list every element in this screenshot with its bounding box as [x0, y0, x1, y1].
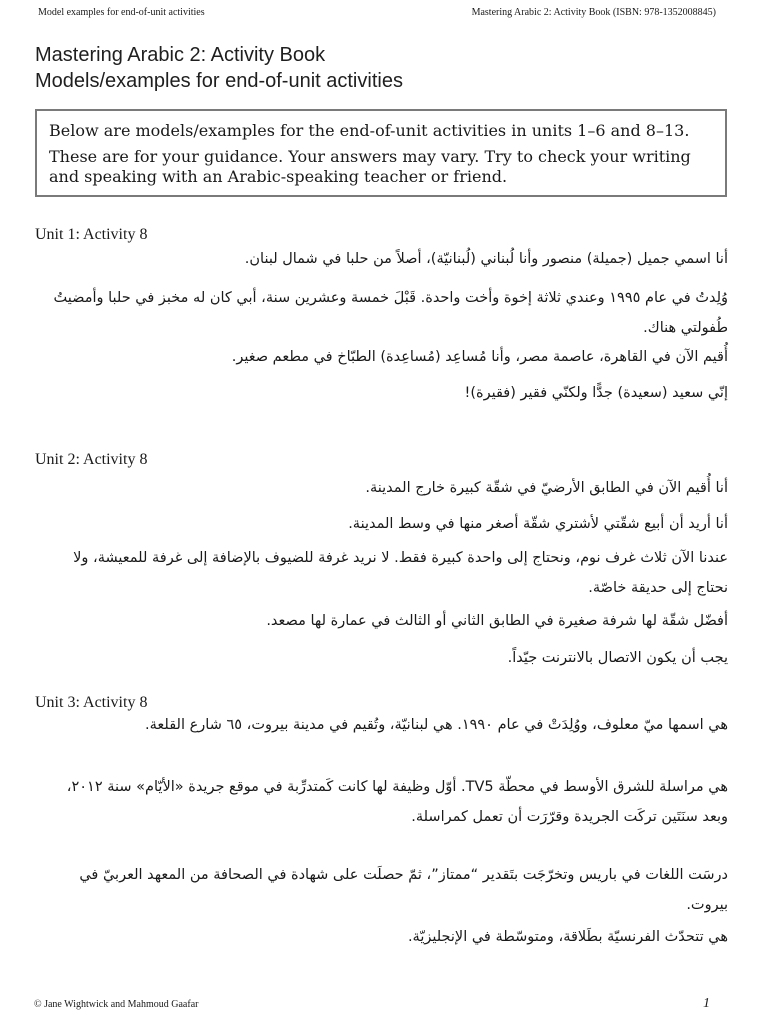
intro-paragraph-1: Below are models/examples for the end-of-unit activities in units 1–6 and 8–13.: [49, 121, 690, 140]
page-number: 1: [703, 996, 710, 1011]
unit-3-paragraph: درسَت اللغات في باريس وتخرّجَت بتَقدير “ممتاز”، ثمّ حصلَت على شهادة في الصحافة من المعهد العربيّ في بيروت.: [79, 867, 728, 913]
copyright-notice: © Jane Wightwick and Mahmoud Gaafar: [34, 999, 199, 1010]
title-line-1: Mastering Arabic 2: Activity Book: [35, 44, 326, 66]
unit-3-paragraph: هي اسمها ميّ معلوف، ووُلِدَتْ في عام ١٩٩٠. هي لبنانيّة، وتُقيم في مدينة بيروت، ٦٥ شارع القلعة.: [145, 717, 728, 733]
title-line-2: Models/examples for end-of-unit activities: [35, 70, 403, 92]
unit-1-heading: Unit 1: Activity 8: [35, 226, 148, 243]
unit-2-paragraph: يجب أن يكون الاتصال بالانترنت جيّداً.: [507, 650, 728, 666]
unit-1-paragraph: أنا اسمي جميل (جميلة) منصور وأنا لُبناني (لُبنانيّة)، أصلاً من حلبا في شمال لبنان.: [244, 251, 728, 267]
document-title: [35, 42, 403, 94]
intro-paragraph-2: These are for your guidance. Your answers may vary. Try to check your writing and speaking with an Arabic-speaking teacher or friend.: [49, 147, 691, 186]
unit-1-paragraph: أُقيم الآن في القاهرة، عاصمة مصر، وأنا مُساعِد (مُساعِدة) الطبّاخ في مطعم صغير.: [231, 349, 728, 365]
unit-1-paragraph: وُلِدتُ في عام ١٩٩٥ وعندي ثلاثة إخوة وأخت واحدة. قَبْلَ خمسة وعشرين سنة، أبي كان له مخبز في حلبا وأمضيتُ طُفولتي هناك.: [53, 290, 728, 336]
unit-3-paragraph: هي مراسلة للشرق الأوسط في محطّة TV5. أوّل وظيفة لها كانت كَمتدرِّبة في موقع جريدة «الأيّام» سنة ٢٠١٢، وبعد سنَتَين تركَت الجريدة وقرّرَت أن تعمل كمراسلة.: [66, 779, 728, 825]
unit-1-paragraph: إنّي سعيد (سعيدة) جدًّا ولكنّي فقير (فقيرة)!: [464, 385, 728, 401]
unit-2-paragraph: أفضّل شقّة لها شرفة صغيرة في الطابق الثاني أو الثالث في عمارة لها مصعد.: [266, 613, 728, 629]
intro-box: [35, 109, 727, 197]
running-header-left: Model examples for end-of-unit activities: [38, 7, 205, 18]
unit-2-paragraph: عندنا الآن ثلاث غرف نوم، ونحتاج إلى واحدة كبيرة فقط. لا نريد غرفة للضيوف بالإضافة إلى غرفة للمعيشة، ولا نحتاج إلى حديقة خاصّة.: [73, 550, 728, 596]
page-footer: [0, 996, 768, 1015]
unit-2-paragraph: أنا أريد أن أبيع شقّتي لأشتري شقّة أصغر منها في وسط المدينة.: [348, 516, 728, 532]
unit-3-paragraph: هي تتحدّث الفرنسيّة بطَلاقة، ومتوسّطة في الإنجليزيّة.: [407, 929, 728, 945]
unit-2-paragraph: أنا أُقيم الآن في الطابق الأرضيّ في شقّة كبيرة خارج المدينة.: [365, 480, 728, 496]
unit-2-heading: Unit 2: Activity 8: [35, 451, 148, 468]
unit-3-heading: Unit 3: Activity 8: [35, 694, 148, 711]
running-header-right: Mastering Arabic 2: Activity Book (ISBN: 978-1352008845): [471, 7, 716, 18]
running-header: [0, 7, 768, 23]
